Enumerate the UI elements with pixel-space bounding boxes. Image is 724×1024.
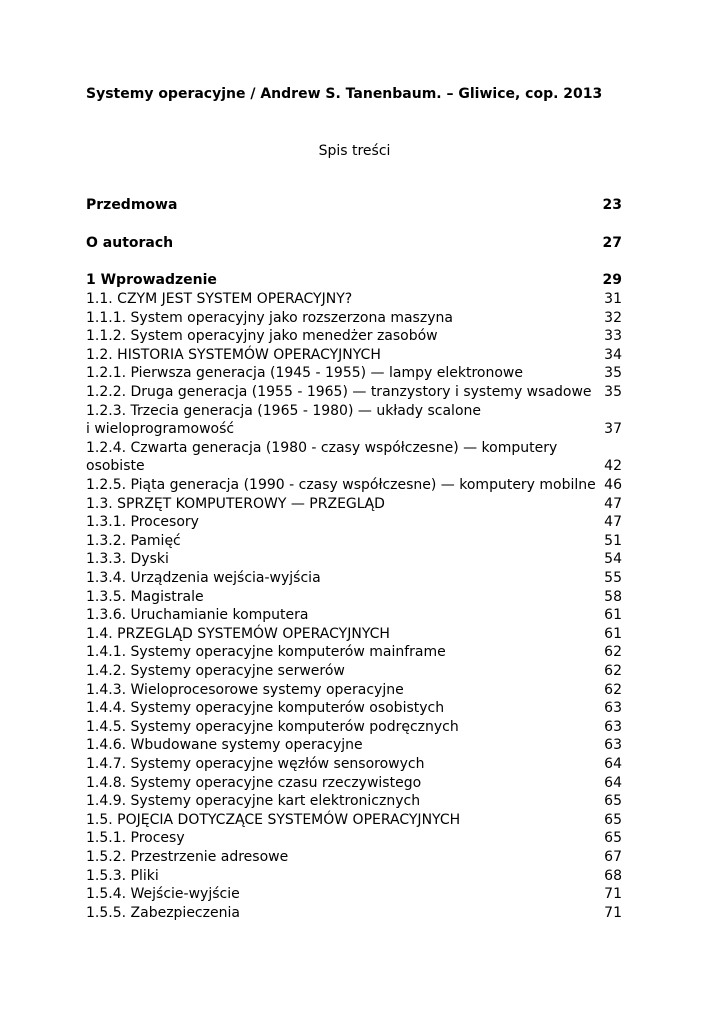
- toc-entry: [86, 904, 623, 923]
- toc-entry-page: 62: [604, 644, 622, 661]
- toc-entry-page: 27: [602, 235, 622, 251]
- toc-entry-page: 47: [604, 514, 622, 531]
- toc-entry: [86, 625, 623, 644]
- toc-entry-page: 61: [604, 607, 622, 624]
- toc-entry: [86, 774, 623, 793]
- toc-entry: [86, 848, 623, 867]
- toc-entry-title: 1.4.7. Systemy operacyjne węzłów sensorowych: [86, 756, 425, 772]
- toc-entry-title: 1.3.4. Urządzenia wejścia-wyjścia: [86, 570, 321, 586]
- toc-entry-page: 31: [604, 291, 622, 307]
- toc-entry-page: 65: [604, 793, 622, 810]
- toc-entry: [86, 699, 623, 718]
- toc-entry-title: 1.4.1. Systemy operacyjne komputerów mainframe: [86, 644, 446, 661]
- toc-entry: [86, 755, 623, 774]
- toc-entry-title: 1.4.2. Systemy operacyjne serwerów: [86, 663, 345, 679]
- toc-heading: Spis treści: [318, 143, 391, 159]
- toc-entry: [86, 885, 623, 904]
- toc-entry-page: 37: [604, 421, 622, 438]
- toc-entry: [86, 811, 623, 830]
- toc-entry-page: 64: [604, 756, 622, 772]
- toc-entry-page: 33: [604, 328, 622, 345]
- toc-entry-page: 29: [602, 272, 622, 288]
- toc-entry-title: 1.5.1. Procesy: [86, 830, 185, 847]
- toc-entry: [86, 588, 623, 607]
- toc-entry: [86, 495, 623, 514]
- toc-entry-page: 55: [604, 570, 622, 586]
- toc-entry-title: 1.3.5. Magistrale: [86, 588, 204, 605]
- toc-entry: [86, 476, 623, 495]
- toc-entry-page: 34: [604, 346, 622, 363]
- toc-entry-title: 1.3.6. Uruchamianie komputera: [86, 607, 309, 624]
- toc-entry-title: 1.4.5. Systemy operacyjne komputerów podręcznych: [86, 718, 459, 735]
- toc-entry: [86, 234, 623, 253]
- toc-entry-page: 58: [604, 588, 622, 605]
- toc-entry: [86, 196, 623, 215]
- toc-entry-page: 35: [604, 365, 622, 382]
- document-title: Systemy operacyjne / Andrew S. Tanenbaum. – Gliwice, cop. 2013: [86, 86, 603, 102]
- toc-entry: [86, 736, 623, 755]
- toc-entry-title: 1.2.4. Czwarta generacja (1980 - czasy współczesne) — komputery: [86, 439, 558, 456]
- toc-entry: [86, 364, 623, 383]
- toc-entry-title: Przedmowa: [86, 197, 178, 213]
- toc-entry-page: 71: [604, 904, 622, 921]
- toc-entry: [86, 569, 623, 588]
- toc-entry-title: 1.5.5. Zabezpieczenia: [86, 904, 240, 921]
- toc-entry: [86, 532, 623, 551]
- toc-entry-title-continued: i wieloprogramowość: [86, 421, 235, 438]
- toc-entry-title: 1.2. HISTORIA SYSTEMÓW OPERACYJNYCH: [86, 346, 381, 363]
- toc-entry: [86, 867, 623, 886]
- toc-entry: [86, 383, 623, 402]
- toc-entry: [86, 643, 623, 662]
- toc-entry-page: 62: [604, 681, 622, 698]
- toc-entry: [86, 662, 623, 681]
- toc-entry: [86, 681, 623, 700]
- toc-entry-title-continued: osobiste: [86, 458, 145, 475]
- toc-entry: [86, 309, 623, 328]
- toc-entry: [86, 829, 623, 848]
- toc-entry-page: 63: [604, 700, 622, 717]
- toc-entry-title: 1.4.8. Systemy operacyjne czasu rzeczywistego: [86, 774, 422, 791]
- toc-entry-title: 1.2.1. Pierwsza generacja (1945 - 1955) — lampy elektronowe: [86, 365, 523, 382]
- toc-entry-page: 51: [604, 532, 622, 549]
- toc-entry-title: 1.4.4. Systemy operacyjne komputerów osobistych: [86, 700, 445, 717]
- toc-entry-page: 62: [604, 663, 622, 679]
- toc-entry-page: 23: [602, 197, 622, 213]
- toc-entry-page: 35: [604, 384, 622, 400]
- toc-entry-page: 63: [604, 737, 622, 754]
- toc-entry: [86, 550, 623, 569]
- toc-entry-page: 54: [604, 551, 622, 568]
- toc-entry-title: 1.3.2. Pamięć: [86, 532, 181, 549]
- toc-entry: [86, 402, 623, 439]
- toc-entry: [86, 439, 623, 476]
- toc-entry-page: 65: [604, 830, 622, 847]
- toc-entry-page: 42: [604, 458, 622, 475]
- toc-entry-title: O autorach: [86, 235, 174, 251]
- toc-entry: [86, 346, 623, 365]
- toc-entry-title: 1.4.3. Wieloprocesorowe systemy operacyjne: [86, 681, 404, 698]
- toc-entry-page: 47: [604, 495, 622, 512]
- toc-entry-title: 1.1. CZYM JEST SYSTEM OPERACYJNY?: [86, 291, 353, 307]
- toc-entry-title: 1.1.2. System operacyjny jako menedżer zasobów: [86, 328, 438, 345]
- toc-entry: [86, 271, 623, 290]
- toc-entry-title: 1.5. POJĘCIA DOTYCZĄCE SYSTEMÓW OPERACYJNYCH: [86, 811, 461, 828]
- toc-entry-title: 1.4.9. Systemy operacyjne kart elektronicznych: [86, 793, 421, 810]
- toc-entry-page: 67: [604, 849, 622, 865]
- toc-entry: [86, 513, 623, 532]
- toc-entry-title: 1.4. PRZEGLĄD SYSTEMÓW OPERACYJNYCH: [86, 625, 390, 642]
- toc-entry: [86, 718, 623, 737]
- toc-entry-title: 1.3.3. Dyski: [86, 551, 169, 568]
- toc-entry-page: 63: [604, 718, 622, 735]
- toc-entry-title: 1.3.1. Procesory: [86, 514, 199, 531]
- toc-entry-title: 1.4.6. Wbudowane systemy operacyjne: [86, 737, 363, 754]
- toc-entry-title: 1 Wprowadzenie: [86, 272, 217, 288]
- toc-entry-page: 71: [604, 886, 622, 903]
- toc-entry-title: 1.5.4. Wejście-wyjście: [86, 886, 240, 903]
- toc-entry: [86, 606, 623, 625]
- toc-entry-title: 1.1.1. System operacyjny jako rozszerzona maszyna: [86, 309, 453, 326]
- toc-entry-page: 61: [604, 625, 622, 642]
- toc-entry-title: 1.2.3. Trzecia generacja (1965 - 1980) — układy scalone: [86, 402, 481, 419]
- toc-entry-page: 46: [604, 477, 622, 493]
- toc-entry: [86, 792, 623, 811]
- toc-entry-page: 68: [604, 867, 622, 884]
- toc-entry-page: 64: [604, 774, 622, 791]
- toc-entry-title: 1.5.3. Pliki: [86, 867, 159, 884]
- toc-entry: [86, 290, 623, 309]
- toc-entry-title: 1.2.2. Druga generacja (1955 - 1965) — tranzystory i systemy wsadowe: [86, 384, 592, 400]
- toc-entry-title: 1.5.2. Przestrzenie adresowe: [86, 849, 289, 865]
- toc-entry-page: 65: [604, 811, 622, 828]
- toc-entry-title: 1.3. SPRZĘT KOMPUTEROWY — PRZEGLĄD: [86, 495, 385, 512]
- toc-entry-title: 1.2.5. Piąta generacja (1990 - czasy współczesne) — komputery mobilne: [86, 477, 596, 493]
- toc-entry: [86, 327, 623, 346]
- toc-entry-page: 32: [604, 309, 622, 326]
